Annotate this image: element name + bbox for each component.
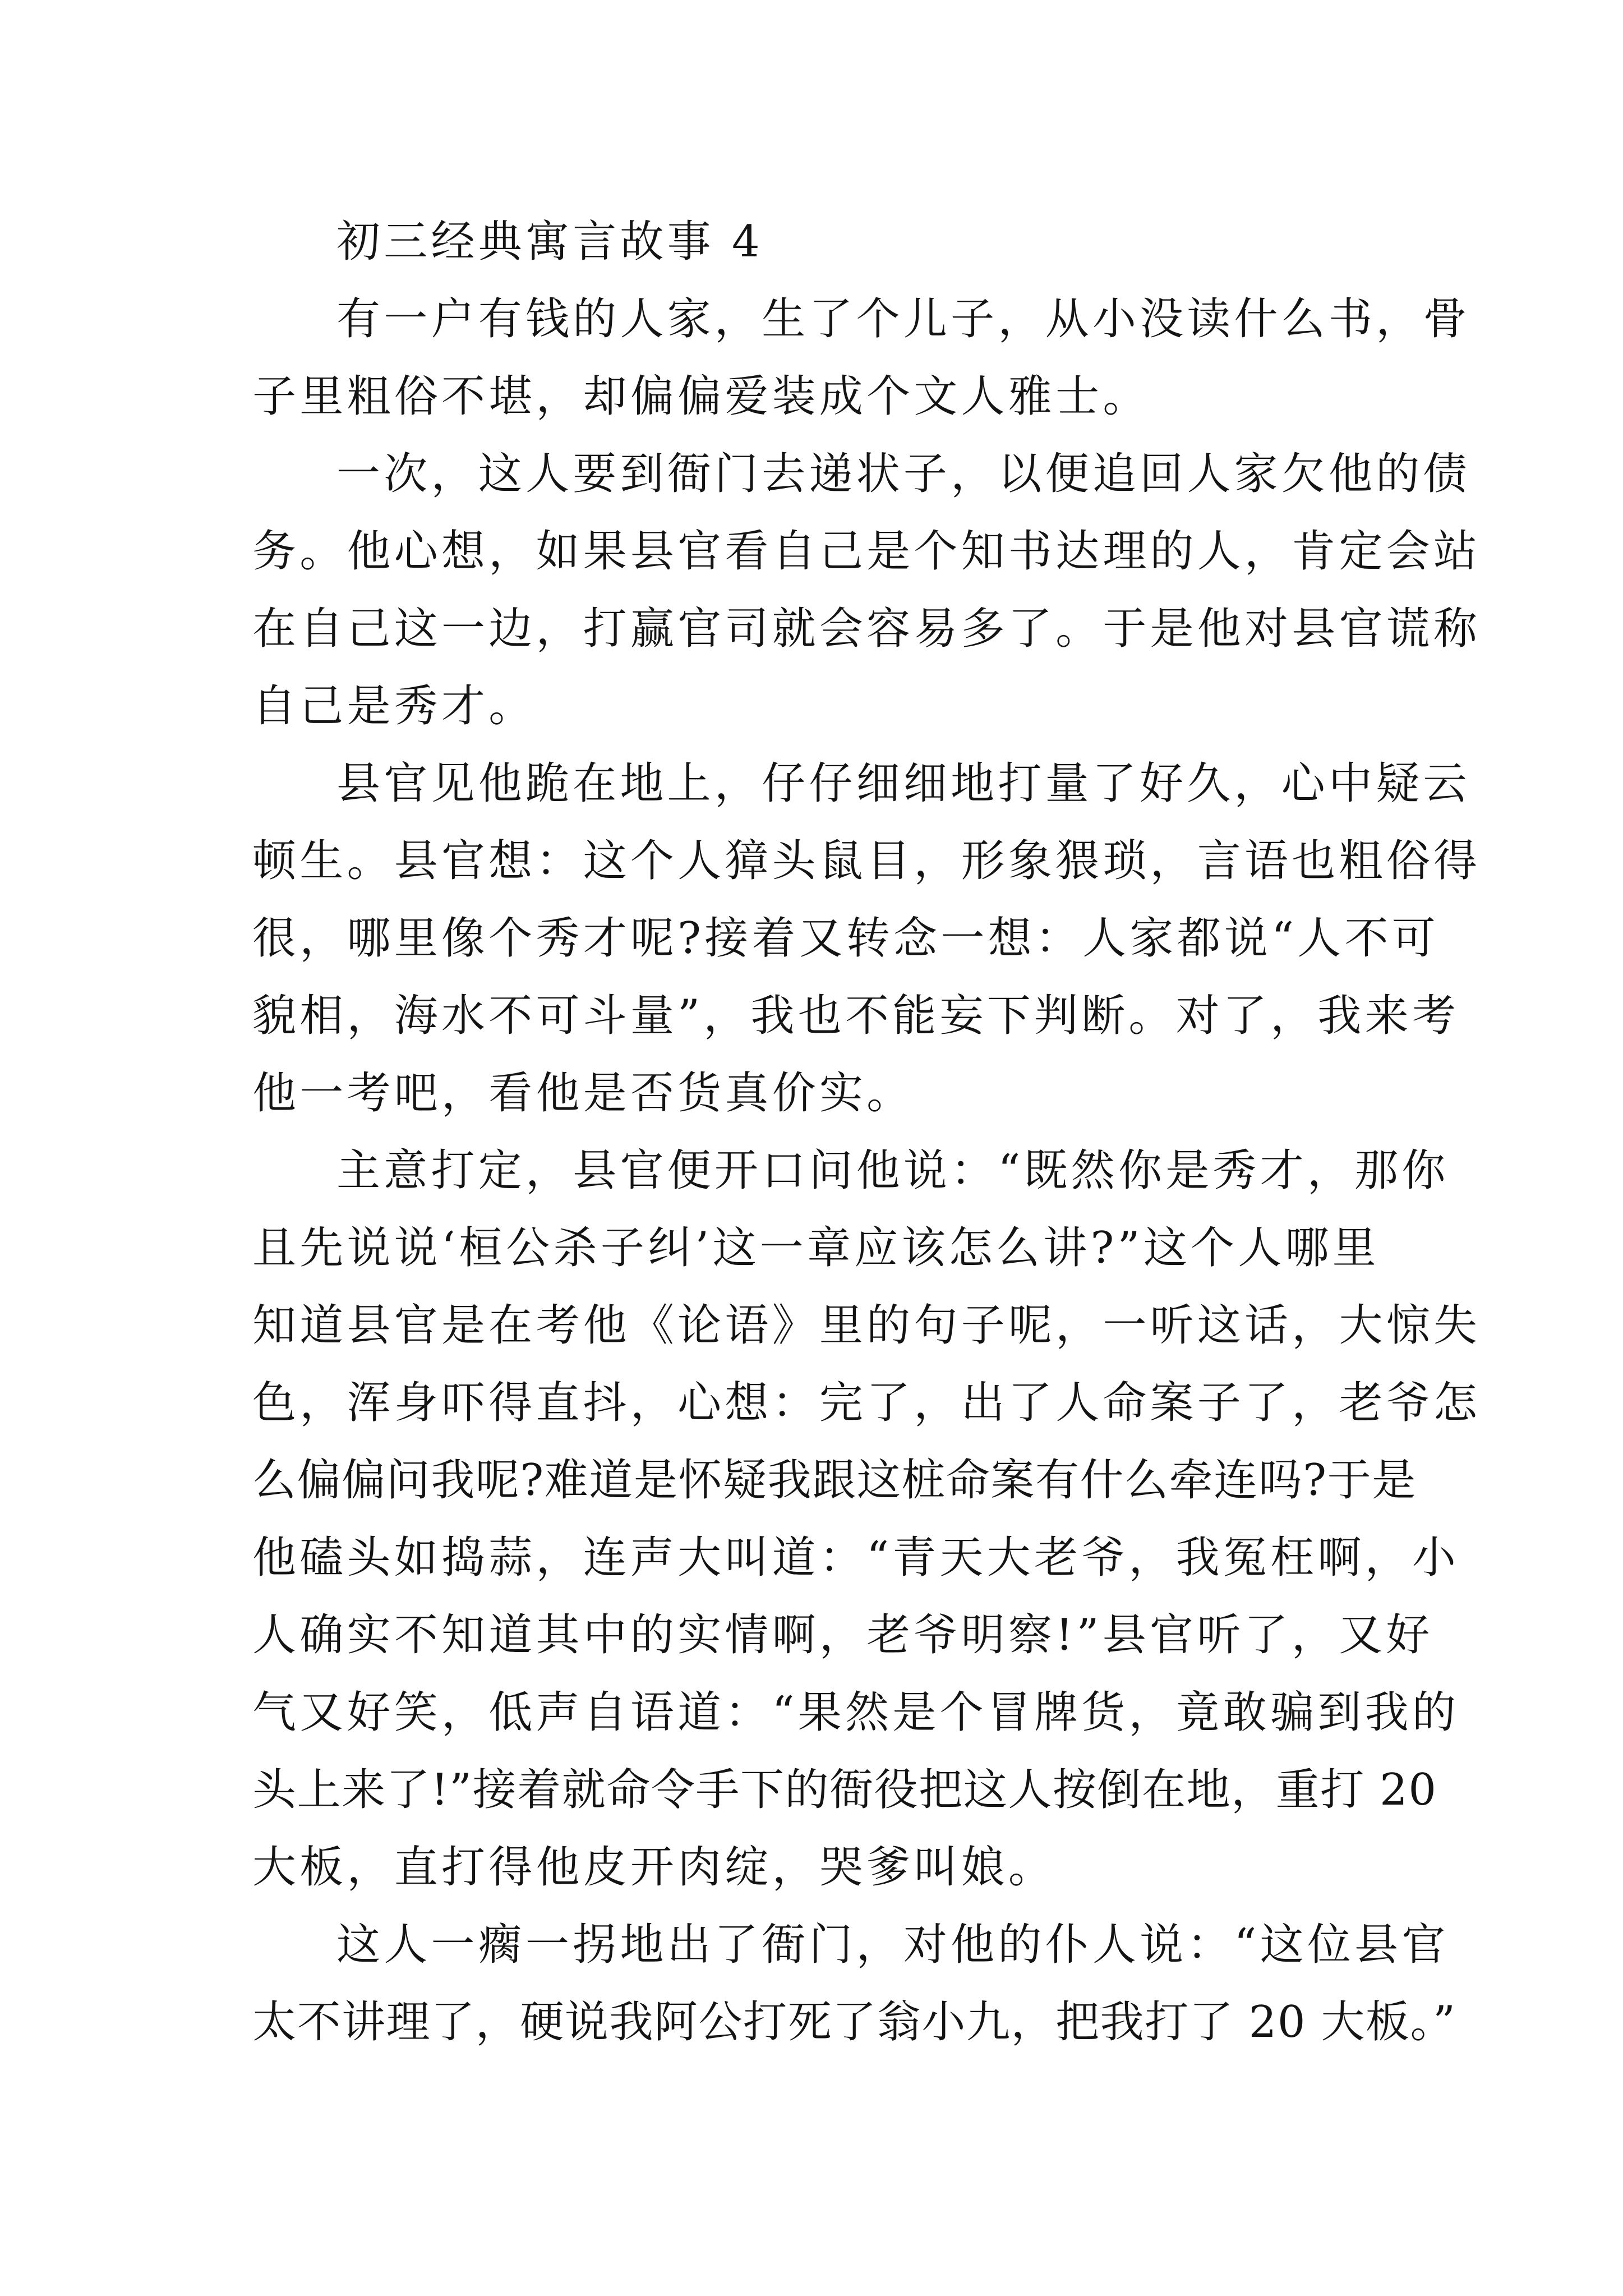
paragraph-line: 一次，这人要到衙门去递状子，以便追回人家欠他的债	[336, 449, 1470, 499]
paragraph-line: 么偏偏问我呢?难道是怀疑我跟这桩命案有什么牵连吗?于是	[252, 1455, 1417, 1506]
paragraph-line: 头上来了!”接着就命令手下的衙役把这人按倒在地，重打 20	[252, 1765, 1437, 1815]
paragraph-line: 气又好笑，低声自语道：“果然是个冒牌货，竟敢骗到我的	[252, 1687, 1460, 1738]
paragraph-line: 很，哪里像个秀才呢?接着又转念一想：人家都说“人不可	[252, 913, 1439, 964]
paragraph-line: 他一考吧，看他是否货真价实。	[252, 1068, 914, 1119]
paragraph-line: 貌相，海水不可斗量”，我也不能妄下判断。对了，我来考	[252, 991, 1460, 1041]
paragraph-line: 太不讲理了，硬说我阿公打死了翁小九，把我打了 20 大板。”	[252, 1997, 1456, 2047]
paragraph-line: 县官见他跪在地上，仔仔细细地打量了好久，心中疑云	[336, 758, 1470, 809]
paragraph-line: 务。他心想，如果县官看自己是个知书达理的人，肯定会站	[252, 526, 1481, 577]
paragraph-line: 知道县官是在考他《论语》里的句子呢，一听这话，大惊失	[252, 1300, 1481, 1351]
paragraph-line: 顿生。县官想：这个人獐头鼠目，形象猥琐，言语也粗俗得	[252, 836, 1481, 886]
document-title: 初三经典寓言故事 4	[336, 217, 763, 267]
paragraph-line: 大板，直打得他皮开肉绽，哭爹叫娘。	[252, 1842, 1056, 1893]
paragraph-line: 且先说说‘桓公杀子纠’这一章应该怎么讲?”这个人哪里	[252, 1223, 1380, 1273]
paragraph-line: 主意打定，县官便开口问他说：“既然你是秀才，那你	[336, 1145, 1449, 1196]
paragraph-line: 有一户有钱的人家，生了个儿子，从小没读什么书，骨	[336, 294, 1470, 344]
document-body	[252, 203, 1481, 2061]
paragraph-line: 色，浑身吓得直抖，心想：完了，出了人命案子了，老爷怎	[252, 1378, 1481, 1428]
paragraph-line: 子里粗俗不堪，却偏偏爱装成个文人雅士。	[252, 371, 1150, 422]
paragraph-line: 自己是秀才。	[252, 681, 536, 731]
paragraph-line: 他磕头如捣蒜，连声大叫道：“青天大老爷，我冤枉啊，小	[252, 1533, 1460, 1583]
paragraph-line: 人确实不知道其中的实情啊，老爷明察!”县官听了，又好	[252, 1610, 1433, 1660]
paragraph-line: 在自己这一边，打赢官司就会容易多了。于是他对县官谎称	[252, 604, 1481, 654]
paragraph-line: 这人一瘸一拐地出了衙门，对他的仆人说：“这位县官	[336, 1920, 1449, 1970]
